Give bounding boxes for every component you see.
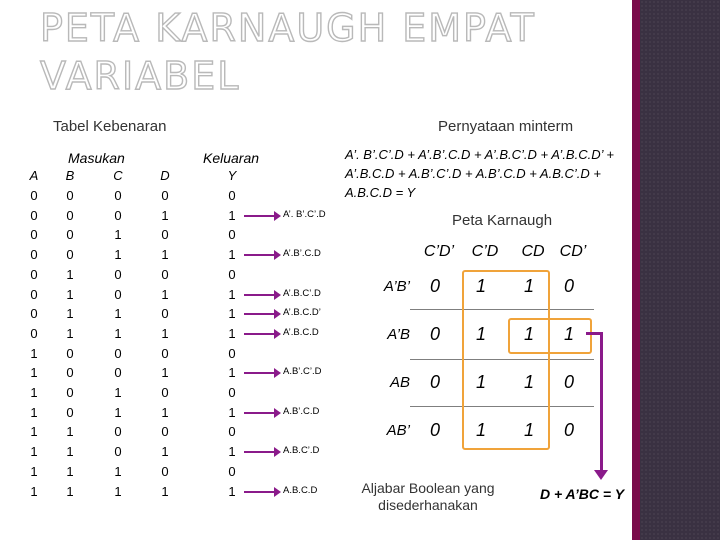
cell-a-13: 1: [30, 444, 38, 460]
cell-b-1: 0: [66, 207, 74, 223]
cell-b-14: 1: [66, 463, 74, 479]
minterm-label: A’.B.C.D’: [283, 307, 321, 319]
cell-c-2: 1: [114, 227, 122, 243]
minterm-label: A’. B’.C’.D: [283, 208, 326, 220]
kmap-row-header: AB’: [386, 422, 410, 439]
kmap-cell: 0: [429, 420, 440, 440]
cell-c-11: 1: [114, 404, 122, 420]
cell-b-10: 0: [66, 385, 74, 401]
minterm-label: A’.B.C’.D: [283, 287, 321, 299]
kmap-col-header: C’D: [471, 243, 499, 260]
decorative-sidebar: [640, 0, 720, 540]
column-y-values: [222, 186, 242, 501]
minterm-line-2: A’.B.C.D + A.B’.C’.D + A.B’.C.D + A.B.C’.D +: [345, 166, 601, 181]
kmap-cell: 0: [429, 276, 440, 296]
header-d: D: [160, 168, 170, 183]
cell-b-12: 1: [66, 424, 74, 440]
kmap-cell: 1: [523, 276, 534, 296]
cell-c-3: 1: [114, 247, 122, 263]
header-y: Y: [227, 168, 237, 183]
cell-a-7: 0: [30, 325, 38, 341]
cell-y-0: 0: [228, 188, 236, 203]
kmap-cell: 1: [475, 324, 486, 344]
result-caption-line-2: disederhanakan: [378, 497, 478, 513]
cell-a-8: 1: [30, 345, 38, 361]
cell-c-15: 1: [114, 483, 122, 499]
minterm-label: A’.B’.C.D: [283, 248, 321, 260]
cell-c-5: 0: [114, 286, 122, 302]
minterm-arrow-icon: [244, 215, 274, 217]
cell-y-14: 0: [228, 463, 236, 479]
kmap-row-header: A’B: [387, 326, 410, 343]
cell-c-14: 1: [114, 463, 122, 479]
kmap-cell: 0: [563, 276, 574, 296]
minterm-line-1: A’. B’.C’.D + A’.B’.C.D + A’.B.C’.D + A’.B.C.D’ +: [345, 147, 614, 162]
cell-b-4: 1: [66, 266, 74, 282]
cell-b-3: 0: [66, 247, 74, 263]
cell-d-2: 0: [161, 227, 169, 243]
cell-b-9: 0: [66, 365, 74, 381]
cell-d-12: 0: [161, 424, 169, 440]
minterm-arrow-icon: [244, 254, 274, 256]
sidebar-accent: [632, 0, 640, 540]
cell-a-2: 0: [30, 227, 38, 243]
kmap-col-header: CD: [521, 243, 545, 260]
cell-c-0: 0: [114, 188, 122, 203]
cell-d-6: 0: [161, 306, 169, 322]
cell-c-9: 0: [114, 365, 122, 381]
minterm-arrow-icon: [244, 412, 274, 414]
kmap-cell: 1: [523, 420, 534, 440]
cell-c-10: 1: [114, 385, 122, 401]
cell-a-6: 0: [30, 306, 38, 322]
kmap-cell: 1: [475, 372, 486, 392]
cell-a-9: 1: [30, 365, 38, 381]
result-arrow-icon: [594, 470, 608, 480]
kmap-col-header: CD’: [559, 243, 587, 260]
cell-b-2: 0: [66, 227, 74, 243]
group-abc-box: [508, 318, 592, 354]
minterm-arrow-icon: [244, 491, 274, 493]
cell-a-0: 0: [30, 188, 38, 203]
column-b-values: [60, 186, 80, 501]
cell-b-13: 1: [66, 444, 74, 460]
minterm-arrow-icon: [244, 294, 274, 296]
header-a: A: [29, 168, 39, 183]
kmap-cell: 0: [429, 324, 440, 344]
cell-d-7: 1: [161, 325, 169, 341]
cell-c-13: 0: [114, 444, 122, 460]
cell-y-1: 1: [228, 207, 236, 223]
cell-a-4: 0: [30, 266, 38, 282]
cell-y-12: 0: [228, 424, 236, 440]
cell-y-11: 1: [228, 404, 236, 420]
cell-y-2: 0: [228, 227, 236, 243]
cell-c-6: 1: [114, 306, 122, 322]
cell-a-3: 0: [30, 247, 38, 263]
cell-y-15: 1: [228, 483, 236, 499]
cell-d-0: 0: [161, 188, 169, 203]
cell-y-9: 1: [228, 365, 236, 381]
cell-b-7: 1: [66, 325, 74, 341]
minterm-label: A’.B.C.D: [283, 326, 319, 338]
cell-d-5: 1: [161, 286, 169, 302]
cell-c-12: 0: [114, 424, 122, 440]
cell-a-11: 1: [30, 404, 38, 420]
cell-a-14: 1: [30, 463, 38, 479]
minterm-line-3: A.B.C.D = Y: [345, 185, 416, 200]
cell-d-14: 0: [161, 463, 169, 479]
cell-b-8: 0: [66, 345, 74, 361]
minterm-arrow-icon: [244, 451, 274, 453]
cell-c-8: 0: [114, 345, 122, 361]
minterm-label: A.B’.C’.D: [283, 366, 322, 378]
cell-b-6: 1: [66, 306, 74, 322]
cell-d-8: 0: [161, 345, 169, 361]
minterm-arrow-icon: [244, 333, 274, 335]
minterm-label: A.B.C.D: [283, 484, 318, 496]
page-title: PETA KARNAUGH EMPAT VARIABEL: [40, 6, 536, 98]
input-group-label: Masukan: [68, 150, 125, 166]
cell-a-5: 0: [30, 286, 38, 302]
minterm-label: A.B’.C.D: [283, 405, 320, 417]
header-b: B: [65, 168, 75, 183]
cell-y-4: 0: [228, 266, 236, 282]
cell-d-9: 1: [161, 365, 169, 381]
kmap-cell: 1: [475, 276, 486, 296]
cell-d-11: 1: [161, 404, 169, 420]
cell-c-7: 1: [114, 325, 122, 341]
kmap-section-label: Peta Karnaugh: [452, 212, 553, 229]
kmap-cell: 1: [475, 420, 486, 440]
cell-a-1: 0: [30, 207, 38, 223]
group-d-box: [462, 270, 550, 450]
kmap-cell: 0: [429, 372, 440, 392]
cell-y-8: 0: [228, 345, 236, 361]
output-group-label: Keluaran: [203, 150, 260, 166]
kmap-col-header: C’D’: [423, 243, 455, 260]
cell-y-10: 0: [228, 385, 236, 401]
column-d-values: [155, 186, 175, 501]
cell-d-15: 1: [161, 483, 169, 499]
cell-c-1: 0: [114, 207, 122, 223]
cell-b-5: 1: [66, 286, 74, 302]
minterm-arrow-icon: [244, 372, 274, 374]
cell-a-10: 1: [30, 385, 38, 401]
kmap-row-header: A’B’: [383, 278, 410, 295]
kmap-row-header: AB: [389, 374, 410, 391]
column-c-values: [108, 186, 128, 501]
minterm-arrow-icon: [244, 313, 274, 315]
cell-d-3: 1: [161, 247, 169, 263]
column-a-values: [24, 186, 44, 501]
cell-b-11: 0: [66, 404, 74, 420]
truth-table-label: Tabel Kebenaran: [53, 118, 167, 135]
cell-b-15: 1: [66, 483, 74, 499]
kmap-cell: 1: [563, 324, 574, 344]
result-caption-line-1: Aljabar Boolean yang: [361, 480, 495, 496]
simplified-expression: D + A’BC = Y: [540, 486, 625, 502]
minterm-label: A.B.C’.D: [283, 445, 320, 457]
cell-y-5: 1: [228, 286, 236, 302]
cell-d-10: 0: [161, 385, 169, 401]
cell-d-13: 1: [161, 444, 169, 460]
result-path-vertical: [600, 332, 603, 472]
cell-b-0: 0: [66, 188, 74, 203]
cell-y-13: 1: [228, 444, 236, 460]
header-c: C: [113, 168, 123, 183]
cell-y-3: 1: [228, 247, 236, 263]
cell-y-6: 1: [228, 306, 236, 322]
kmap-cell: 0: [563, 372, 574, 392]
cell-d-4: 0: [161, 266, 169, 282]
cell-a-15: 1: [30, 483, 38, 499]
kmap-cell: 1: [523, 324, 534, 344]
cell-c-4: 0: [114, 266, 122, 282]
kmap-cell: 1: [523, 372, 534, 392]
cell-a-12: 1: [30, 424, 38, 440]
cell-y-7: 1: [228, 325, 236, 341]
kmap-cell: 0: [563, 420, 574, 440]
cell-d-1: 1: [161, 207, 169, 223]
minterm-section-label: Pernyataan minterm: [438, 118, 574, 135]
